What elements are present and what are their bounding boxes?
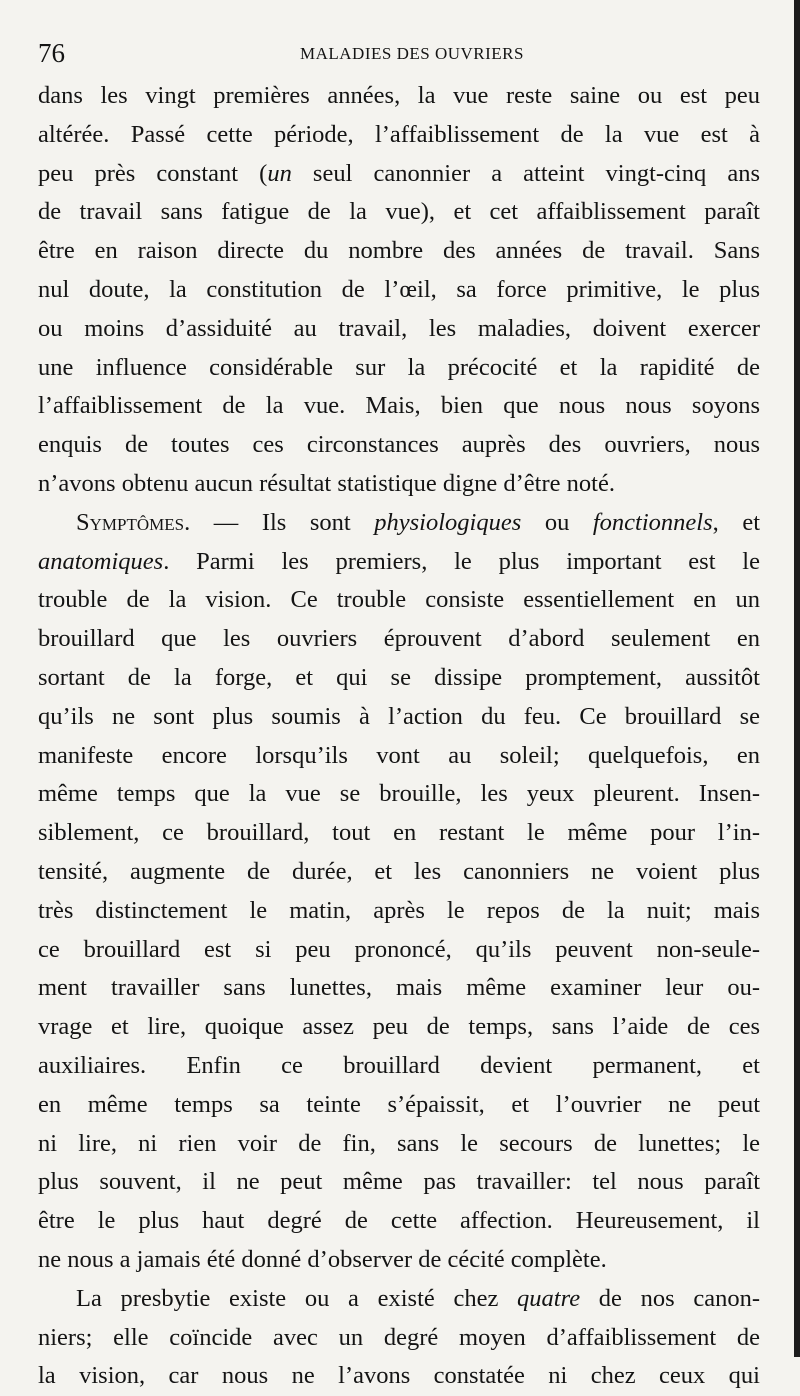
text-line: ni lire, ni rien voir de fin, sans le secours de lunettes; le	[38, 1129, 760, 1157]
text-span: peu près constant (	[38, 159, 268, 187]
text-line: niers; elle coïncide avec un degré moyen d’affaiblissement de	[38, 1323, 760, 1351]
text-line: ou moins d’assiduité au travail, les maladies, doivent exercer	[38, 314, 760, 342]
text-line: être en raison directe du nombre des années de travail. Sans	[38, 237, 760, 265]
body-text	[38, 77, 760, 1396]
italic-text: anatomiques	[38, 547, 164, 575]
text-span: de nos canon-	[580, 1284, 760, 1312]
section-heading: Symptômes.	[76, 508, 191, 536]
text-line: la vision, car nous ne l’avons constatée ni chez ceux qui	[38, 1362, 760, 1390]
text-line: de travail sans fatigue de la vue), et cet affaiblissement paraît	[38, 198, 760, 226]
text-line	[38, 1280, 760, 1319]
italic-text: quatre	[517, 1284, 581, 1312]
text-line: auxiliaires. Enfin ce brouillard devient permanent, et	[38, 1051, 760, 1079]
text-line: siblement, ce brouillard, tout en restant le même pour l’in-	[38, 819, 760, 847]
text-line: même temps que la vue se brouille, les yeux pleurent. Insen-	[38, 780, 760, 808]
text-line: l’affaiblissement de la vue. Mais, bien que nous nous soyons	[38, 392, 760, 420]
running-head: MALADIES DES OUVRIERS	[300, 44, 524, 63]
page-header	[38, 38, 760, 68]
italic-text: fonctionnels	[592, 508, 713, 536]
text-span: , et	[712, 508, 760, 536]
italic-text: un	[267, 159, 292, 187]
text-line: vrage et lire, quoique assez peu de temps, sans l’aide de ces	[38, 1013, 760, 1041]
text-span: seul canonnier a atteint vingt-cinq ans	[291, 159, 760, 187]
text-line: plus souvent, il ne peut même pas travailler: tel nous paraît	[38, 1168, 760, 1196]
page-edge-shadow	[794, 0, 800, 1357]
text-line	[38, 543, 760, 582]
text-line: nul doute, la constitution de l’œil, sa force primitive, le plus	[38, 275, 760, 303]
text-line	[38, 504, 760, 543]
text-line: brouillard que les ouvriers éprouvent d’abord seulement en	[38, 625, 760, 653]
text-line: une influence considérable sur la précocité et la rapidité de	[38, 353, 760, 381]
text-line: être le plus haut degré de cette affection. Heureusement, il	[38, 1207, 760, 1235]
text-line: dans les vingt premières années, la vue reste saine ou est peu	[38, 82, 760, 109]
text-line: ment travailler sans lunettes, mais même examiner leur ou-	[38, 974, 760, 1002]
text-line: en même temps sa teinte s’épaissit, et l’ouvrier ne peut	[38, 1090, 760, 1118]
text-line: ne nous a jamais été donné d’observer de cécité complète.	[38, 1245, 607, 1273]
text-span: ou	[521, 508, 593, 536]
text-span: La presbytie existe ou a existé chez	[76, 1284, 518, 1312]
text-line: ce brouillard est si peu prononcé, qu’ils peuvent non-seule-	[38, 935, 760, 963]
text-line: enquis de toutes ces circonstances auprès des ouvriers, nous	[38, 431, 760, 459]
text-line: altérée. Passé cette période, l’affaiblissement de la vue est à	[38, 120, 760, 148]
text-line: sortant de la forge, et qui se dissipe promptement, aussitôt	[38, 663, 760, 691]
text-span: . Parmi les premiers, le plus important est le	[163, 547, 760, 575]
text-line	[38, 155, 760, 194]
text-line: qu’ils ne sont plus soumis à l’action du feu. Ce brouillard se	[38, 702, 760, 730]
text-line: tensité, augmente de durée, et les canonniers ne voient plus	[38, 857, 760, 885]
text-line: trouble de la vision. Ce trouble consiste essentiellement en un	[38, 586, 760, 614]
text-line: manifeste encore lorsqu’ils vont au soleil; quelquefois, en	[38, 741, 760, 769]
page-number: 76	[38, 38, 65, 68]
text-span: — Ils sont	[190, 508, 375, 536]
text-line: très distinctement le matin, après le repos de la nuit; mais	[38, 896, 760, 924]
italic-text: physiologiques	[374, 508, 522, 536]
text-line: n’avons obtenu aucun résultat statistique digne d’être noté.	[38, 469, 615, 497]
